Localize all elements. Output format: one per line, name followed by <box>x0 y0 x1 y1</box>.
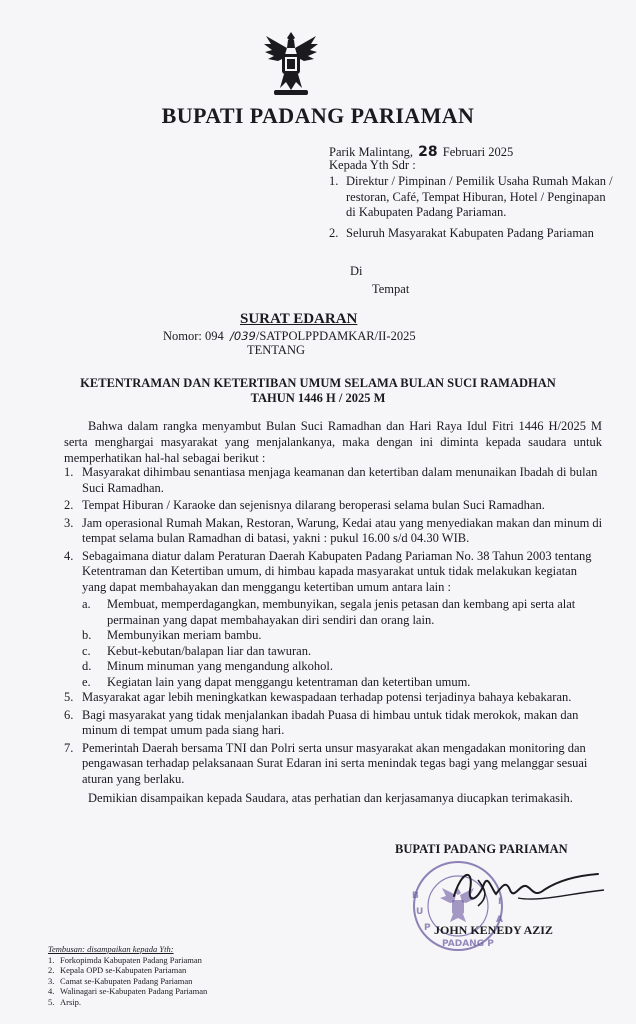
letter-number <box>163 329 416 344</box>
recipient-number: 2. <box>329 225 339 240</box>
sub-list-item <box>64 628 604 644</box>
list-item <box>64 741 604 788</box>
sub-item-text: Membuat, memperdagangkan, membunyikan, segala jenis petasan dan kembang api serta alat permainan yang dapat membahayakan diri sendiri dan orang lain. <box>107 597 576 627</box>
sub-item-text: Kebut-kebutan/balapan liar dan tawuran. <box>107 643 312 658</box>
tembusan-number: 3. <box>48 975 55 986</box>
item-text: Masyarakat agar lebih meningkatkan kewaspadaan terhadap potensi terjadinya bahaya kebakaran. <box>82 690 572 704</box>
sub-item-text: Minum minuman yang mengandung alkohol. <box>107 659 334 673</box>
sub-item-letter: a. <box>82 597 91 611</box>
tembusan-text: Walinagari se-Kabupaten Padang Pariaman <box>60 986 208 996</box>
item-number: 7. <box>64 740 74 755</box>
place: Parik Malintang, <box>329 145 414 159</box>
tembusan-text: Arsip. <box>60 996 82 1007</box>
svg-text:PADANG P: PADANG P <box>442 939 494 949</box>
sub-list-item <box>64 597 604 628</box>
letter-type-title: SURAT EDARAN <box>240 311 358 327</box>
item-text: Jam operasional Rumah Makan, Restoran, Warung, Kedai atau yang menyediakan makan dan minum di tempat selama bulan Ramadhan di batasi, yakni : pukul 16.00 s/d 04.30 WIB. <box>82 515 603 545</box>
item-number: 4. <box>64 548 74 563</box>
month-year: Februari 2025 <box>442 145 514 159</box>
sub-list-item <box>64 659 604 675</box>
tembusan-number: 4. <box>48 986 55 996</box>
svg-text:U: U <box>416 907 424 917</box>
tembusan-item <box>48 986 207 997</box>
tembusan-text: Camat se-Kabupaten Padang Pariaman <box>60 975 193 986</box>
list-item <box>64 516 604 547</box>
tembusan-text: Kepala OPD se-Kabupaten Pariaman <box>60 965 187 975</box>
tembusan-list <box>48 944 207 1007</box>
sub-list-item <box>64 675 604 691</box>
item-text: Masyarakat dihimbau senantiasa menjaga keamanan dan ketertiban dalam menunaikan Ibadah di bulan Suci Ramadhan. <box>82 465 598 495</box>
subject-line-2: TAHUN 1446 H / 2025 M <box>250 391 386 405</box>
addressee-label: Kepada Yth Sdr : <box>329 158 416 172</box>
nomor-suffix: /SATPOLPPDAMKAR/II-2025 <box>255 329 416 343</box>
sub-item-text: Membunyikan meriam bambu. <box>107 628 262 642</box>
signatory-title: BUPATI PADANG PARIAMAN <box>395 842 568 856</box>
recipient-list <box>329 174 614 246</box>
nomor-prefix: 094 <box>205 329 224 343</box>
item-number: 6. <box>64 707 74 722</box>
item-number: 1. <box>64 465 74 479</box>
tembusan-item <box>48 976 207 987</box>
svg-text:A: A <box>496 915 503 925</box>
tembusan-number: 1. <box>48 954 55 965</box>
recipient-number: 1. <box>329 174 339 188</box>
svg-text:B: B <box>412 891 419 901</box>
di-label: Di <box>350 264 363 278</box>
list-item <box>64 708 604 739</box>
tembusan-number: 2. <box>48 965 55 975</box>
list-item <box>64 690 604 706</box>
list-item <box>64 549 604 596</box>
tembusan-item <box>48 997 207 1008</box>
item-number: 3. <box>64 515 74 530</box>
item-number: 5. <box>64 690 74 704</box>
recipient-text: Direktur / Pimpinan / Pemilik Usaha Rumah Makan / restoran, Café, Tempat Hiburan, Hotel / Penginapan di Kabupaten Padang Pariaman. <box>346 174 613 219</box>
sub-item-text: Kegiatan lain yang dapat menggangu ketentraman dan ketertiban umum. <box>107 674 471 689</box>
sub-item-letter: b. <box>82 628 92 642</box>
list-item <box>64 498 604 514</box>
recipient-item <box>329 174 614 221</box>
instruction-list <box>64 465 604 789</box>
intro-paragraph: Bahwa dalam rangka menyambut Bulan Suci Ramadhan dan Hari Raya Idul Fitri 1446 H/2025 M serta menghargai masyarakat yang menjalankanya, maka dengan ini diminta kepada saudara untuk memperhatikan hal-hal sebagai berikut : <box>64 419 602 465</box>
recipient-item <box>329 226 614 242</box>
svg-text:P: P <box>424 923 431 933</box>
tembusan-label: Tembusan: disampaikan kepada Yth: <box>48 944 174 954</box>
tembusan-number: 5. <box>48 996 55 1007</box>
item-text: Pemerintah Daerah bersama TNI dan Polri serta unsur masyarakat akan mengadakan monitoring dan pengawasan terhadap pelaksanaan Surat Edaran ini serta menindak tegas bagi yang melanggar sesuai aturan yang berlaku. <box>82 740 588 786</box>
handwritten-day: 28 <box>418 144 438 160</box>
recipient-text: Seluruh Masyarakat Kabupaten Padang Pariaman <box>346 225 594 240</box>
tempat-label: Tempat <box>372 282 410 296</box>
nomor-label: Nomor: <box>163 329 202 343</box>
letterhead-title: BUPATI PADANG PARIAMAN <box>161 103 475 128</box>
tembusan-item <box>48 955 207 966</box>
sub-list-item <box>64 644 604 660</box>
tembusan-item <box>48 965 207 976</box>
garuda-emblem-icon <box>262 30 320 98</box>
sub-item-letter: d. <box>82 659 92 673</box>
item-text: Bagi masyarakat yang tidak menjalankan ibadah Puasa di himbau untuk tidak merokok, makan dan minum di tempat umum pada siang hari. <box>82 707 579 737</box>
closing-paragraph: Demikian disampaikan kepada Saudara, atas perhatian dan kerjasamanya diucapkan terimakasih. <box>88 791 573 805</box>
sub-item-letter: e. <box>82 674 91 689</box>
item-text: Sebagaimana diatur dalam Peraturan Daerah Kabupaten Padang Pariaman No. 38 Tahun 2003 tentang Ketentraman dan Ketertiban umum, di himbau kapada masyarakat untuk tidak melakukan kegiatan yang dapat membahayakan dan menggangu ketertiban umum antara lain : <box>82 548 592 594</box>
sub-item-letter: c. <box>82 643 91 658</box>
tentang-label: TENTANG <box>247 343 306 357</box>
handwritten-signature-icon <box>448 860 608 916</box>
nomor-handwritten: /039 <box>230 329 256 343</box>
svg-text:I: I <box>498 897 502 907</box>
subject-line-1: KETENTRAMAN DAN KETERTIBAN UMUM SELAMA BULAN SUCI RAMADHAN <box>80 376 556 390</box>
tembusan-text: Forkopimda Kabupaten Padang Pariaman <box>60 954 202 965</box>
signatory-name: JOHN KENEDY AZIZ <box>434 923 553 937</box>
item-text: Tempat Hiburan / Karaoke dan sejenisnya dilarang beroperasi selama bulan Suci Ramadhan. <box>82 498 545 512</box>
list-item <box>64 465 604 496</box>
item-number: 2. <box>64 498 74 512</box>
